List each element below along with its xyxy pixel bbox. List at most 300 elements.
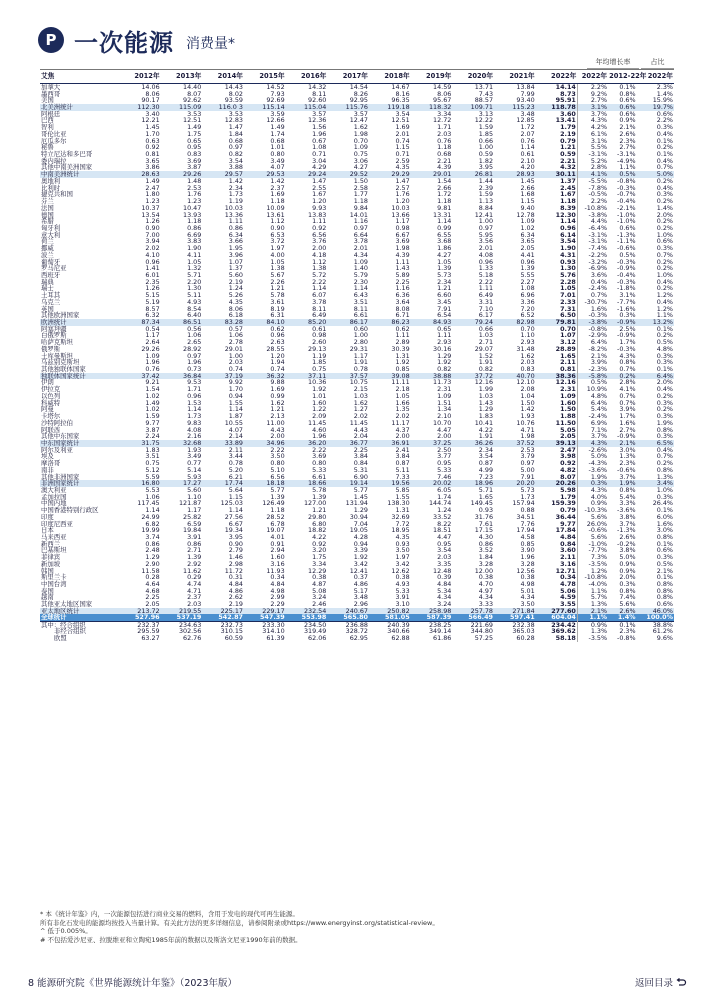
cell-value: 1.14: [312, 284, 327, 293]
cell-value: 4.3%: [619, 351, 636, 360]
cell-value: -0.5%: [577, 191, 608, 198]
cell-value: 0.90: [228, 539, 243, 548]
column-header: 2020年: [452, 70, 494, 84]
cell-value: 3.45: [437, 297, 452, 306]
cell-value: 3.57: [353, 109, 368, 118]
cell-value: 1.16: [353, 217, 368, 226]
cell-value: 0.2%: [656, 257, 673, 266]
cell-value: 9.21: [145, 378, 160, 387]
cell-value: 5.93: [187, 472, 202, 481]
cell-value: 238.25: [411, 621, 453, 628]
cell-value: 1.93: [520, 412, 535, 421]
cell-value: 1.19: [312, 351, 327, 360]
cell-value: 1.92: [312, 385, 327, 394]
cell-value: 1.14: [187, 405, 202, 414]
cell-value: 6.90: [353, 472, 368, 481]
cell-value: 9.81: [437, 203, 452, 212]
cell-value: 3.72: [270, 237, 285, 246]
cell-value: 0.3%: [577, 480, 608, 487]
cell-value: 3.51: [353, 297, 368, 306]
cell-value: 0.91: [270, 539, 285, 548]
cell-value: 1.03: [478, 331, 494, 340]
cell-value: 5.19: [145, 297, 160, 306]
column-header: 2018年: [369, 70, 411, 84]
cell-value: 1.23: [187, 197, 202, 206]
cell-value: 2.7%: [619, 425, 636, 434]
cell-value: 4.41: [520, 250, 535, 259]
cell-value: 0.81: [145, 150, 160, 159]
cell-value: 2.53: [520, 445, 535, 454]
cell-value: 2.53: [187, 183, 202, 192]
cell-value: 1.45: [353, 492, 368, 501]
cell-value: 29.24: [286, 171, 328, 178]
back-to-contents-link[interactable]: [635, 975, 686, 989]
cell-value: 1.21: [312, 506, 327, 515]
cell-value: 6.55: [437, 230, 452, 239]
cell-value: 0.98: [312, 331, 327, 340]
cell-value: 10.70: [433, 418, 452, 427]
cell-value: 1.97: [395, 553, 410, 562]
cell-value: 131.94: [345, 499, 368, 508]
cell-value: 0.68: [437, 150, 452, 159]
cell-value: 1.14: [228, 405, 243, 414]
cell-value: 95.91: [555, 96, 576, 105]
cell-value: 2.58: [353, 183, 368, 192]
cell-value: 5.15: [145, 291, 160, 300]
cell-value: 1.24: [228, 284, 243, 293]
cell-value: 6.32: [145, 311, 160, 320]
cell-value: 1.60: [270, 553, 285, 562]
cell-value: 5.06: [560, 586, 576, 595]
cell-value: -1.6%: [617, 304, 636, 313]
cell-value: 328.72: [345, 627, 368, 636]
cell-value: 1.46: [228, 553, 243, 562]
cell-value: -3.1%: [617, 150, 636, 159]
cell-value: 5.6%: [577, 534, 608, 541]
cell-value: 14.54: [349, 83, 368, 91]
cell-value: -1.0%: [617, 210, 636, 219]
cell-value: 1.6%: [577, 305, 608, 312]
cell-value: 11.11: [391, 378, 410, 387]
cell-value: 0.96: [187, 391, 202, 400]
cell-value: 30.16: [433, 344, 452, 353]
cell-value: 5.2%: [577, 158, 608, 165]
row-label: 捷克共和国: [41, 190, 73, 199]
cell-value: 2.05: [145, 600, 160, 609]
cell-value: 0.62: [395, 324, 410, 333]
cell-value: -5.5%: [577, 178, 608, 185]
row-label: 奥地利: [41, 176, 61, 185]
row-label: 印度: [41, 512, 54, 521]
cell-value: 7.91: [520, 472, 535, 481]
cell-value: 37.25: [411, 440, 453, 447]
column-header: 2022年: [536, 70, 578, 84]
cell-value: 13.41: [555, 116, 576, 125]
cell-value: 0.3%: [619, 311, 636, 320]
cell-value: 1.71: [187, 385, 202, 394]
cell-value: 1.73: [520, 492, 535, 501]
cell-value: 1.17: [145, 331, 160, 340]
cell-value: 13.83: [308, 210, 327, 219]
cell-value: 2.22: [478, 277, 494, 286]
cell-value: 46.0%: [637, 608, 674, 615]
cell-value: -0.2%: [617, 539, 636, 548]
row-label: 其他欧洲国家: [41, 311, 80, 320]
cell-value: 1.60: [560, 398, 576, 407]
cell-value: 6.49: [478, 291, 494, 300]
cell-value: 33.89: [202, 440, 244, 447]
cell-value: 4.99: [478, 465, 494, 474]
cell-value: 6.40: [187, 311, 202, 320]
cell-value: 0.4%: [656, 156, 673, 165]
row-label: 菲律宾: [41, 553, 61, 562]
cell-value: 12.47: [349, 116, 368, 125]
cell-value: 115.23: [494, 104, 536, 111]
cell-value: 16.80: [119, 480, 161, 487]
cell-value: 2.03: [228, 358, 243, 367]
cell-value: 0.9%: [619, 566, 636, 575]
cell-value: 12.66: [266, 116, 285, 125]
cell-value: 34.51: [516, 512, 535, 521]
cell-value: 1.66: [395, 398, 410, 407]
column-header: 2021年: [494, 70, 536, 84]
cell-value: 60.28: [516, 634, 535, 643]
cell-value: 1.45: [145, 123, 160, 132]
cell-value: 2.3%: [656, 83, 673, 91]
cell-value: 2.31: [560, 385, 576, 394]
cell-value: 0.70: [520, 324, 535, 333]
cell-value: 3.16: [270, 559, 285, 568]
cell-value: 1.14: [437, 217, 452, 226]
cell-value: 2.03: [187, 600, 202, 609]
cell-value: 3.91: [187, 533, 202, 541]
cell-value: 2.29: [270, 600, 285, 609]
cell-value: 5.11: [395, 465, 410, 474]
cell-value: 117.45: [137, 499, 160, 508]
cell-value: 11.73: [433, 378, 452, 387]
cell-value: 232.54: [286, 608, 328, 615]
cell-value: 19.84: [183, 526, 202, 535]
cell-value: 6.4%: [637, 373, 674, 380]
cell-value: 2.93: [520, 338, 535, 347]
cell-value: 0.77: [187, 459, 202, 468]
row-label: 阿塞拜疆: [41, 324, 67, 333]
cell-value: 0.39: [437, 573, 452, 582]
cell-value: 0.74: [228, 365, 243, 374]
row-label: 委内瑞拉: [41, 156, 67, 165]
cell-value: 1.49: [145, 176, 160, 185]
cell-value: -0.7%: [617, 190, 636, 199]
cell-value: 4.64: [145, 580, 160, 589]
cell-value: 2.01: [353, 244, 368, 253]
cell-value: 8.11: [312, 89, 327, 98]
cell-value: 1.7%: [619, 338, 636, 347]
cell-value: 1.98: [520, 432, 535, 441]
cell-value: 38.8%: [637, 621, 674, 628]
cell-value: 0.92: [312, 223, 327, 232]
cell-value: 0.94: [228, 391, 243, 400]
row-label: 阿根廷: [41, 109, 61, 118]
cell-value: 0.59: [478, 150, 494, 159]
row-label: 新西兰: [41, 539, 61, 548]
cell-value: 2.92: [187, 559, 202, 568]
unit-header: 艾焦: [40, 70, 119, 84]
row-label: 其他亚太地区国家: [41, 600, 93, 609]
cell-value: 10.47: [183, 203, 202, 212]
cell-value: 1.09: [560, 391, 576, 400]
cell-value: 37.11: [286, 373, 328, 380]
cell-value: 527.96: [119, 614, 161, 621]
cell-value: 36.20: [286, 440, 328, 447]
cell-value: 13.66: [391, 210, 410, 219]
cell-value: 0.97: [187, 351, 202, 360]
row-label: 意大利: [41, 230, 61, 239]
cell-value: 2.00: [270, 432, 285, 441]
cell-value: 0.66: [478, 324, 494, 333]
cell-value: 0.2%: [656, 223, 673, 232]
row-label: 其他中东国家: [41, 432, 80, 441]
cell-value: 1.20: [270, 351, 285, 360]
cell-value: 121.87: [178, 499, 202, 508]
cell-value: 28.93: [494, 171, 536, 178]
cell-value: 9.83: [187, 418, 202, 427]
cell-value: 1.99: [478, 385, 494, 394]
cell-value: 28.92: [183, 344, 202, 353]
row-label: 中南美洲统计: [40, 171, 119, 178]
cell-value: 4.34: [437, 593, 452, 602]
cell-value: 0.75: [353, 150, 368, 159]
cell-value: 17.94: [516, 526, 535, 535]
cell-value: 1.65: [560, 351, 576, 360]
cell-value: 12.22: [474, 116, 494, 125]
cell-value: 7.91: [437, 304, 452, 313]
cell-value: 0.65: [187, 136, 202, 145]
cell-value: 4.71: [187, 586, 202, 595]
row-label: 其他中南美洲国家: [41, 163, 93, 172]
cell-value: 2.22: [312, 277, 327, 286]
cell-value: 2.34: [437, 277, 452, 286]
cell-value: 1.07: [228, 257, 243, 266]
cell-value: 19.7%: [637, 104, 674, 111]
cell-value: 240.39: [369, 621, 411, 628]
cell-value: 1.62: [520, 351, 535, 360]
cell-value: 8.26: [353, 89, 368, 98]
cell-value: 8.73: [560, 89, 576, 98]
cell-value: 6.1%: [577, 131, 608, 138]
cell-value: 12.29: [308, 566, 327, 575]
cell-value: 1.92: [437, 358, 452, 367]
cell-value: 1.09: [145, 351, 160, 360]
cell-value: -1.0%: [577, 541, 608, 548]
cell-value: 4.60: [312, 425, 327, 434]
cell-value: 1.6%: [619, 418, 636, 427]
cell-value: 3.34: [312, 559, 327, 568]
cell-value: 1.29: [478, 405, 494, 414]
cell-value: 29.26: [141, 344, 160, 353]
cell-value: -0.6%: [617, 465, 636, 474]
cell-value: 3.9%: [619, 405, 636, 414]
cell-value: 1.31: [395, 351, 410, 360]
cell-value: 2.10: [520, 156, 535, 165]
cell-value: 38.88: [411, 373, 453, 380]
cell-value: 1.38: [312, 264, 327, 273]
cell-value: 2.22: [312, 445, 327, 454]
cell-value: 2.63: [270, 338, 285, 347]
row-label: 以色列: [41, 391, 61, 400]
cell-value: 0.38: [312, 573, 327, 582]
cell-value: 0.79: [560, 506, 576, 515]
cell-value: 3.06: [353, 156, 368, 165]
cell-value: -0.8%: [577, 326, 608, 333]
cell-value: 0.1%: [656, 324, 673, 333]
cell-value: 5.71: [187, 270, 202, 279]
cell-value: 5.6%: [619, 600, 636, 609]
cell-value: 1.20: [395, 197, 410, 206]
cell-value: 1.98: [395, 244, 410, 253]
cell-value: 1.42: [270, 176, 285, 185]
cell-value: 1.70: [228, 385, 243, 394]
cell-value: 2.47: [560, 445, 576, 454]
cell-value: 2.15: [353, 385, 368, 394]
cell-value: 0.97: [228, 143, 243, 152]
cell-value: 7.33: [395, 472, 410, 481]
cell-value: 1.85: [312, 358, 327, 367]
cell-value: 4.58: [520, 533, 535, 541]
cell-value: 1.21: [270, 284, 285, 293]
cell-value: 3.49: [187, 452, 202, 461]
cell-value: 1.11: [478, 284, 494, 293]
cell-value: 0.1%: [656, 365, 673, 374]
cell-value: 6.60: [437, 291, 452, 300]
cell-value: 2.37: [270, 183, 285, 192]
row-label: 摩洛哥: [41, 459, 61, 468]
cell-value: 0.38: [395, 573, 410, 582]
cell-value: 1.18: [270, 197, 285, 206]
cell-value: 2.94: [270, 546, 285, 555]
cell-value: 1.11: [395, 257, 410, 266]
cell-value: 0.93: [395, 539, 410, 548]
cell-value: 0.82: [437, 365, 452, 374]
cell-value: 92.69: [266, 96, 285, 105]
row-label: 马来西亚: [41, 533, 67, 541]
row-label: 西班牙: [41, 270, 61, 279]
cell-value: 1.91: [478, 432, 494, 441]
cell-value: 8.07: [187, 89, 202, 98]
column-header: 2016年: [286, 70, 328, 84]
cell-value: 62.95: [349, 634, 368, 643]
cell-value: 0.8%: [619, 89, 636, 98]
cell-value: 29.26: [161, 171, 203, 178]
cell-value: 7.4%: [619, 593, 636, 602]
cell-value: 79.24: [452, 319, 494, 326]
cell-value: 2.2%: [656, 116, 673, 125]
cell-value: 4.8%: [577, 393, 608, 400]
row-label: 独联体国家统计: [40, 373, 119, 380]
cell-value: 0.8%: [656, 533, 673, 541]
cell-value: 0.61: [520, 150, 535, 159]
cell-value: 9.92: [228, 378, 243, 387]
back-to-contents-label: 返回目录: [634, 978, 673, 989]
cell-value: 6.31: [270, 311, 285, 320]
cell-value: 4.98: [270, 586, 285, 595]
cell-value: 5.73: [520, 485, 535, 494]
cell-value: 0.78: [353, 365, 368, 374]
cell-value: 3.87: [145, 425, 160, 434]
cell-value: 12.56: [516, 566, 535, 575]
cell-value: 1.54: [145, 385, 160, 394]
cell-value: 1.83: [145, 445, 160, 454]
cell-value: 2.27: [520, 277, 535, 286]
cell-value: -2.6%: [577, 447, 608, 454]
cell-value: 7.31: [560, 304, 576, 313]
cell-value: 32.69: [391, 512, 410, 521]
cell-value: 17.15: [474, 526, 494, 535]
cell-value: 0.3%: [656, 553, 673, 562]
cell-value: -3.1%: [577, 238, 608, 245]
cell-value: 1.56: [312, 123, 327, 132]
cell-value: 0.99: [437, 223, 452, 232]
cell-value: 0.59: [560, 150, 576, 159]
cell-value: 1.84: [478, 553, 494, 562]
cell-value: 4.32: [560, 163, 576, 172]
cell-value: 9.84: [353, 203, 368, 212]
cell-value: 2.20: [187, 277, 202, 286]
cell-value: 1.0%: [656, 270, 673, 279]
cell-value: 36.91: [369, 440, 411, 447]
cell-value: 6.4%: [577, 399, 608, 406]
cell-value: 37.42: [119, 373, 161, 380]
cell-value: 0.8%: [656, 580, 673, 589]
cell-value: 63.27: [141, 634, 160, 643]
cell-value: 11.93: [266, 566, 285, 575]
cell-value: 4.47: [437, 425, 452, 434]
cell-value: 12.30: [555, 210, 576, 219]
cell-value: 6.96: [520, 291, 535, 300]
cell-value: 6.18: [228, 311, 243, 320]
cell-value: 0.6%: [619, 96, 636, 105]
cell-value: 0.9%: [619, 116, 636, 125]
cell-value: 39.08: [369, 373, 411, 380]
row-label: 厄瓜多尔: [41, 136, 67, 145]
cell-value: 3.83: [187, 237, 202, 246]
cell-value: 6.0%: [656, 512, 673, 521]
cell-value: 10.37: [141, 203, 160, 212]
cell-value: 0.3%: [656, 358, 673, 367]
row-label: 美国: [41, 96, 54, 105]
cell-value: 5.77: [353, 485, 368, 494]
cell-value: 1.26: [145, 217, 160, 226]
cell-value: 62.06: [308, 634, 327, 643]
cell-value: 157.94: [512, 499, 535, 508]
cell-value: 0.8%: [619, 586, 636, 595]
cell-value: 119.18: [369, 104, 411, 111]
cell-value: 2.34: [478, 445, 494, 454]
cell-value: 0.6%: [608, 104, 637, 111]
row-label: 越南: [41, 593, 54, 602]
column-header: 2019年: [411, 70, 453, 84]
footnote: ^ 低于0.005%。: [40, 927, 92, 935]
cell-value: 86.23: [369, 319, 411, 326]
cell-value: 0.76: [437, 136, 452, 145]
cell-value: 6.05: [437, 485, 452, 494]
cell-value: 1.45: [520, 176, 535, 185]
cell-value: 2.62: [228, 593, 243, 602]
cell-value: 1.02: [145, 405, 160, 414]
cell-value: 1.14: [145, 506, 160, 515]
cell-value: 257.78: [452, 608, 494, 615]
cell-value: 1.97: [270, 244, 285, 253]
cell-value: 0.71: [395, 150, 410, 159]
